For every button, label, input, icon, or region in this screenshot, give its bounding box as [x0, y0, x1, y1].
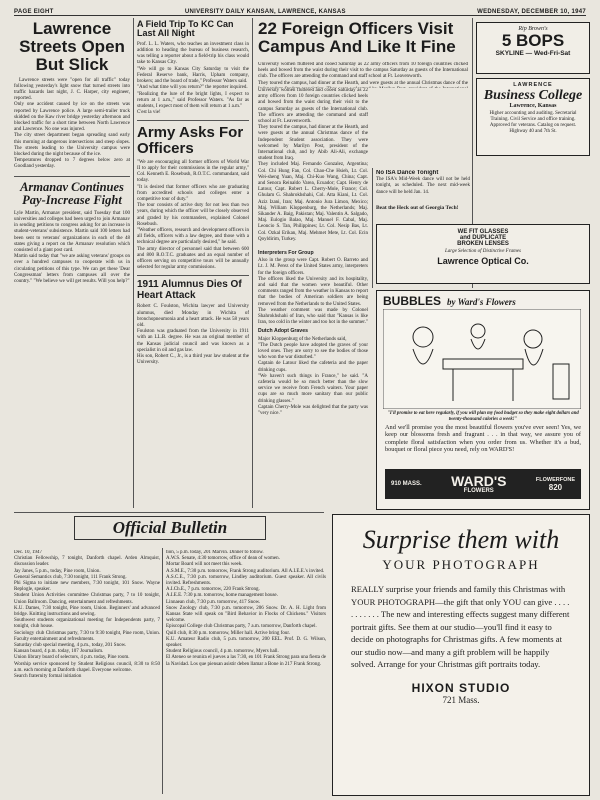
dutch-subhead: Dutch Adopt Graves: [258, 328, 308, 335]
cartoon-caption: "I'll promise to eat here regularly, if you will plan my food budget so they make eight dollars and twenty-thousand calories a week!": [387, 411, 579, 422]
foreign-officers-head: [258, 20, 468, 60]
army-headline: Army Asks For Officers: [137, 124, 244, 158]
bulletin-notices-b: tion, 5 p.m. today, 201 Marvin. Dinner to follow. A.W.S. Senate, 4:30 tomorrow, office of dean of women. Mortar Board will not meet this week. A.S.M.E., 7:30 p.m. tomorrow, Frank Strong auditorium. All A.I.E.E.'s invited. A.S.C.E., 7:30 p.m. tomorrow, Lindley auditorium. Guest speaker. All civils invited. Refreshments. A.I.Ch.E., 7 p.m. tomorrow, 220 Frank Strong. A.I.E.E. 7:30 p.m. tomorrow, home management house. Linnaean club, 7:30 p.m. tomorrow, 417 Snow. Snow Zoology club, 7:30 p.m. tomorrow, 206 Snow. Dr. A. H. Light from Kansas State will speak on "Bird Behavior in Flocks of Chickens." Visitors welcome. Episcopal College club Christmas party, 7 a.m. tomorrow, Danforth chapel. Quill club, 8:30 p.m. tomorrow, Miller hall. Active bring four. K.U. Amateur Radio club, 5 p.m. tomorrow, 200 EEL. Prof. D. G. Wilson, speaker. Student Religious council, 4 p.m. tomorrow, Myers hall. El Ateneo se reunira el jueves a las 7:30, en 101 Frank Strong para una fiesta de la Navidad. Los que piensan asistir deben llamar a Bone in 217 Frank Strong.: [166, 550, 326, 667]
streets-story: Lawrence streets were "open for all traffic" today following yesterday's light snow that turned streets into traffic hazards last night, J. C. Harper, city engineer, reported. Only one accident caused by ice on the streets was reported by Lawrence police. A large semi-trailer truck skidded on the Kaw river bridge yesterday afternoon and blocked traffic for a short time between North Lawrence and Lawrence. No one was injured. The city street department began spreading sand early this morning at dangerous intersections and steep slopes. The streets leading to the University campus were blocked during the night because of the ice. Temperatures dropped to 7 degrees below zero at Goodland yesterday.: [14, 77, 130, 170]
foreign-officers-story-c: Major Kloppenburg of the Netherlands said, "The Dutch people have adopted the graves of your loved ones. They are sorry to see the bodies of those who won the war disturbed." Captain de Latour liked the cafeteria and the paper drinking cups. "We haven't such things in France," he said. "A cafeteria would be so much better than the slow service we receive from French waiters. Your paper cups are so much more sanitary than our public drinking glasses." Captain Cherry-Mole was delighted that the party was "very nice.": [258, 336, 368, 417]
wards-brand-2: FLOWERS: [463, 488, 494, 494]
story-divider: [137, 275, 249, 276]
bulletin-title: Official Bulletin: [74, 516, 266, 540]
optical-line-4: Large Selection of Distinctive Frames: [445, 249, 521, 254]
field-trip-headline: A Field Trip To KC Can Last All Night: [137, 20, 234, 39]
page-number: PAGE EIGHT: [14, 9, 54, 15]
georgia-tech-line: Beat the Heck out of Georgia Tech!: [376, 205, 459, 211]
streets-headline: Lawrence Streets Open But Slick: [19, 20, 125, 74]
bulletin-masthead: [14, 516, 326, 544]
hixon-studio-ad: [332, 514, 590, 796]
optical-line-1: WE FIT GLASSES: [457, 229, 509, 235]
college-name: Business College: [483, 88, 583, 103]
bulletin-column-a: [14, 550, 160, 794]
bops-presenter: Rip Brown's: [518, 26, 548, 32]
column-rule: [133, 18, 134, 508]
hixon-name: HIXON STUDIO: [411, 680, 511, 695]
college-description: Higher accounting and auditing. Secretarial Training. Civil Service and office training. Approved for veterans. Catalog on request. Highway 40 and 7th St.: [489, 111, 577, 134]
isa-headline: No ISA Dance Tonight: [376, 170, 439, 176]
college-city: Lawrence, Kansas: [509, 103, 557, 109]
bubbles-byline: by Ward's Flowers: [447, 297, 516, 307]
hixon-headline: Surprise them with: [362, 525, 560, 554]
story-divider: [137, 120, 249, 121]
bulletin-column-b: [166, 550, 326, 794]
alumnus-headline: 1911 Alumnus Dies Of Heart Attack: [137, 279, 242, 301]
isa-notice: [376, 170, 470, 200]
foreign-officers-story-a: University women fluttered and cooed Saturday as 22 army officers from 10 foreign countries clicked heels and bowed from the waist during their visit to the campus Saturday as guests of the International club. The officers are attending the command and staff school at Ft. Leavenworth. They toured the campus, had dinner at the Hearth, and were guests at the annual Christmas dance of the: [258, 62, 468, 86]
column-rule: [252, 18, 253, 508]
bops-name: 5 BOPS: [501, 31, 565, 50]
masthead-line: UNIVERSITY DAILY KANSAN, LAWRENCE, KANSAS: [184, 9, 346, 15]
bops-venue: SKYLINE — Wed-Fri-Sat: [495, 50, 571, 57]
wards-phone: 820: [548, 482, 563, 492]
wards-phone-block: [536, 477, 575, 492]
hixon-copy: REALLY surprise your friends and family this Christmas with YOUR PHOTOGRAPH—the gift that only YOU can give . . . . . . . . . . . The new and interesting effects suggest many different portrait gifts. See them at our studio—you'll find it easy to decide on photographs for Christmas gifts. A few moments at our studio now—and many a gift problem will be happily solved. Arrange for your Christmas gift portraits today.: [351, 584, 570, 669]
wards-phone-label: FLOWERFONE: [535, 476, 575, 483]
armanav-headline: Armanav Continues Pay-Increase Fight: [20, 179, 124, 207]
hixon-address: 721 Mass.: [442, 694, 480, 705]
column-rule: [372, 168, 373, 288]
army-story: "We are encouraging all former officers of World War II to apply for their commissions in the regular army," Col. Kenneth E. Rosebush, R.O.T.C. commandant, said today. "It is desired that former officers who are graduating from accredited schools and colleges enter a competitive tour of duty." The tour consists of active duty for not less than two years, during which the officer will be closely observed and graded by his commanders, explained Colonel Rosebush. "Weather officers, research and development officers in all fields, officers with a law degree, and those with a technical degree are particularly desired," he said. The army director of personnel said that between 600 and 800 R.O.T.C. graduates and an equal number of officers serving on competitive tours will be annually selected for regular army commissions.: [137, 159, 249, 271]
foreign-officers-column: [258, 88, 368, 506]
story-divider: [14, 176, 130, 177]
wards-flowers-ad: [376, 290, 590, 510]
column-two: [137, 20, 249, 506]
column-rule: [162, 548, 163, 794]
interpreters-subhead: Interpreters For Group: [258, 250, 314, 256]
optical-ad: [376, 224, 590, 284]
bubbles-copy: And we'll promise you the most beautiful flowers you've ever seen! Yes, we keep our blossoms fresh and fragrant . . . in that way, we assure you of complete floral satisfaction when you order from us. Whether it's a bud, bouquet or floral piece you need, rely on WARD'S!: [385, 424, 581, 454]
hixon-subhead: YOUR PHOTOGRAPH: [382, 557, 540, 572]
wards-sign: [385, 469, 581, 499]
isa-story: The ISA's Mid-Week dance will not be held tonight, as scheduled. The next mid-week dance will be held Jan. 14.: [376, 177, 470, 195]
college-top: LAWRENCE: [513, 82, 553, 88]
armanav-story: Lyle Martin, Armanav president, said Tuesday that 100 universities and colleges had been urged to join Armanav in sending petitions to congress asking for an increase in student-veterans' subsistence. Martin said 100 letters had been sent to veterans' organizations in each of the 48 states giving a report on the Armanav resolution which consisted of a giant post card. Martin said today that "we are asking veterans' groups on over a hundred campuses to cooperate with us in circulating petitions of this type. We can get these 'Dear Congressman' letters from campuses all over the country." "We believe we will get results. Will you help?": [14, 210, 130, 285]
foreign-officers-story-b: Also in the group were Capt. Robert O. Barreto and Lt. J. M. Perez of the United States army, interpreters for the foreign officers. The officers liked the University and its hospitality, and said that the women were beautiful. Other comments ranged from the weather in Kansas to report that the bodies of American soldiers are being removed from the Netherlands to the United States. The weather comment was made by Colonel Shahrokhshahi of Iran, who said that "Kansas is like Iran, too cold in the winter and too hot in the summer.": [258, 258, 368, 326]
optical-name: Lawrence Optical Co.: [437, 256, 529, 266]
optical-line-2: and DUPLICATE: [459, 235, 507, 241]
foreign-officers-story-a-cont: University women fluttered and cooed Saturday as 22 army officers from 10 foreign countries clicked heels and bowed from the waist during their visit to the campus Saturday as guests of the International club. The officers are attending the command and staff school at Ft. Leavenworth. They toured the campus, had dinner at the Hearth, and were guests at the annual Christmas dance of the Independent Student association. They were welcomed by Marilyn Post, president of the International club, and by Abib Ali-Ali, exchange student from Iraq. They included Maj. Fernando Gonzalez, Argentina; Col. Chi Hung Fan, Col. Chao-Che Hsieh, Lt. Col. Wei-sheng Yuan, Maj. Chi-Kuo Wang, China; Capt. and Senora Reinaldo Varea, Ecuador; Capt. Henry de Latour, Capt. Robert L. Cherry-Mole, France; Col. Ghulam G. Shahrokhshahi, Col. Atta Kiani, Lt. Col. Aziz Izani, Iran; Maj. Antonio Jura Limon, Mexico; Maj. William Kloppenburg, the Netherlands; Maj. Sikander A. Baig, Pakistan; Maj. Valentin A. Salgado, Maj. Eulogio Balao, Maj. Manuel F. Cabal, Maj. Leoncio S. Tan, Philippines; Lt. Col. Nesip Bas, Lt. Col. Ozkal Erikan, Maj. Mehmet Mete, Lt. Col. Ecin Qoyldirim, Turkey.: [258, 88, 368, 242]
bulletin-rule: [14, 512, 324, 513]
bubbles-title: BUBBLES: [383, 294, 442, 308]
optical-line-3: BROKEN LENSES: [457, 241, 509, 247]
wards-brand: WARD'S: [451, 473, 507, 489]
folio-bar: [14, 4, 586, 16]
foreign-officers-headline: 22 Foreign Officers Visit Campus And Like It Fine: [258, 20, 456, 56]
field-trip-story: Prof. L. L. Waters, who teaches an investment class in addition to heading the bureau of business research, was telling a reporter about a field-trip his class would take to Kansas City. "We will go to Kansas City Saturday to visit the Federal Reserve bank, Harris, Upham company, brokers; and the board of trade," Professor Waters said. "And what time will you return?" the reporter inquired. "Realizing the lure of the bright lights, I expect to return at 1 a.m.," said Professor Waters. "As far as students, I expect most of them will return at 1 a.m." C'est la vie!: [137, 41, 249, 116]
bops-ad: [476, 22, 590, 74]
column-one: [14, 20, 130, 506]
cartoon-illustration: [383, 309, 581, 409]
issue-date: WEDNESDAY, DECEMBER 10, 1947: [477, 9, 586, 15]
foreign-officers-lead: [258, 62, 468, 88]
alumnus-story: Robert C. Foulston, Wichita lawyer and University alumnus, died Monday in Wichita of bronchopneumonia and a heart attack. He was 58 years old. Foulston was graduated from the University in 1911 with an LL.B. degree. He was an original member of the Kansas judicial council and was known as a specialist in oil and gas law. His son, Robert C., Jr., is a third year law student at the University.: [137, 304, 249, 366]
business-college-ad: [476, 78, 590, 156]
bubbles-title-row: [377, 291, 589, 311]
wards-address: 910 MASS.: [391, 481, 422, 487]
wards-brand-block: [451, 474, 506, 494]
bulletin-notices-a: Dec. 10, 1947 Christian Fellowship, 7 tonight, Danforth chapel. Arden Almquist, discussion leader. Jay Janes, 5 p.m., today, Pine room, Union. General Semantics club, 7:30 tonight, 111 Frank Strong. Phi Sigma to initiate new members, 7:30 tonight, 101 Snow. Wayne Replogle, speaker. Student Union Activities committee Christmas party, 7 to 10 tonight, Union Ballroom. Dancing, entertainment and refreshments. K.U. Dames, 7:30 tonight, Pine room, Union. Beginners' and advanced bridge. Knitting instructions and sewing. Southwest students organizational meeting for Independents party, 7 tonight, club house. Sociology club Christmas party, 7:30 to 9:30 tonight, Pine room, Union. Faculty entertainment and refreshments. Saturday club special meeting, 4 p.m., today, 201 Snow. Kansan board, 4 p.m. today, 107 Journalism. Union library board of selectors, 4 p.m. today, Pine room. Worship service sponsored by Student Religious council, 8:30 to 8:50 a.m. each morning at Danforth chapel. Everyone welcome. Search fraternity formal initiation: [14, 550, 160, 680]
